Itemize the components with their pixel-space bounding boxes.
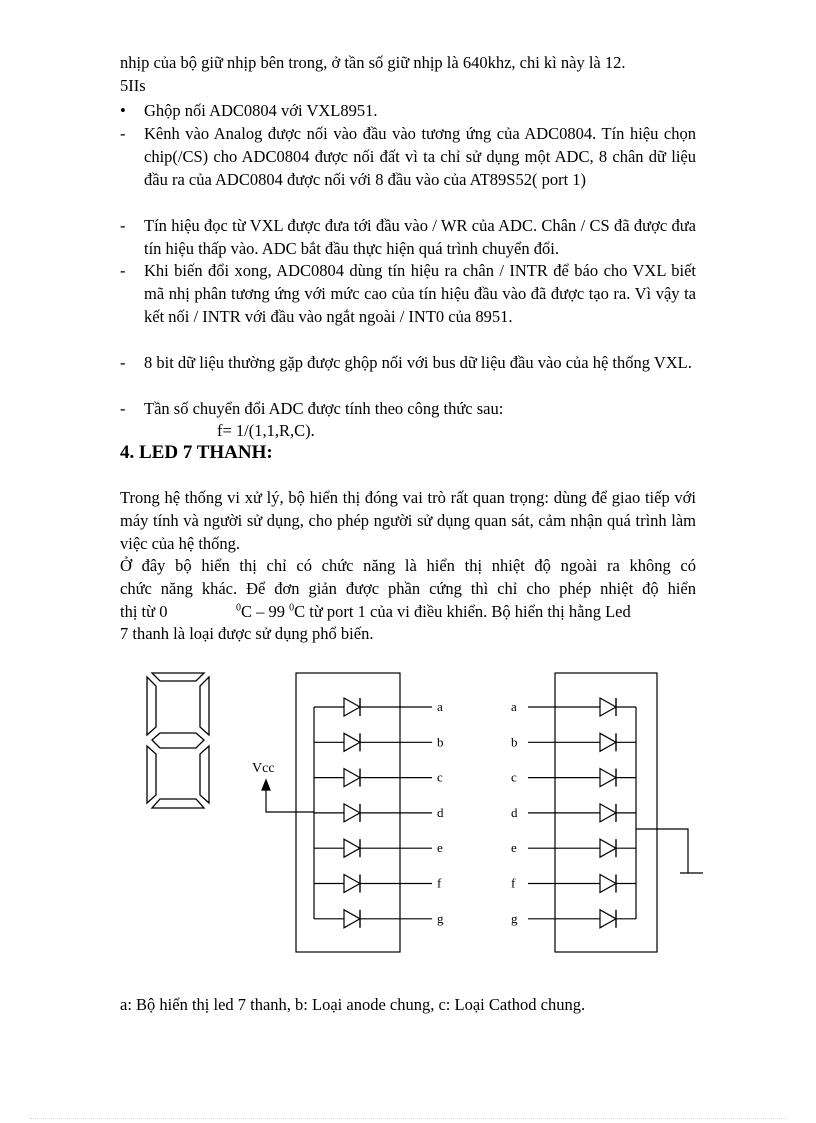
anode-pin-label: a	[437, 699, 443, 714]
segment-g	[152, 733, 204, 748]
dash-marker: -	[120, 353, 126, 372]
seven-segment-display	[147, 673, 209, 808]
anode-diode-row	[314, 769, 443, 787]
list-item-text: Tần số chuyển đổi ADC được tính theo công thức sau:	[144, 399, 504, 418]
degree-superscript: 0	[236, 602, 241, 614]
bullet-marker: •	[120, 101, 126, 120]
cathode-pin-label: g	[511, 910, 518, 926]
intro-line-1: nhịp của bộ giữ nhịp bên trong, ở tần số giữ nhịp là 640khz, chi kì này là 12.	[120, 53, 626, 72]
intro-line-2: 5IIs	[120, 75, 146, 95]
diode-symbol	[600, 733, 616, 751]
list-item-text: Tín hiệu đọc từ VXL được đưa tới đầu vào / WR của ADC. Chân / CS đã được đưa tín hiệu thấp vào. ADC bắt đầu thực hiện quá trình chuyển đổi.	[144, 216, 696, 258]
temp-range-mid: C – 99	[241, 601, 286, 621]
anode-diode-row	[314, 875, 442, 893]
paragraph-2	[120, 555, 696, 646]
diode-symbol	[344, 769, 360, 787]
diode-symbol	[600, 875, 616, 893]
list-item-text: Khi biến đổi xong, ADC0804 dùng tín hiệu ra chân / INTR để báo cho VXL biết mã nhị phân tương ứng với mức cao của tín hiệu đầu vào đã được tạo ra. Vì vậy ta kết nối / INTR với đầu vào ngắt ngoài / INT0 của 8951.	[144, 261, 696, 326]
diode-symbol	[344, 910, 360, 928]
diode-symbol	[344, 698, 360, 716]
dash-marker: -	[120, 216, 126, 235]
cathode-diode-row	[511, 875, 636, 893]
diode-symbol	[600, 698, 616, 716]
cathode-diode-row	[511, 769, 636, 787]
anode-pin-label: c	[437, 769, 443, 785]
diode-symbol	[344, 875, 360, 893]
vcc-label: Vcc	[252, 761, 275, 776]
segment-f	[147, 677, 156, 735]
anode-diode-row	[314, 804, 444, 822]
diode-symbol	[344, 804, 360, 822]
segment-c	[200, 746, 209, 803]
temp-range-start: thị từ 0	[120, 601, 168, 621]
intro-paragraph	[120, 52, 696, 98]
dash-marker: -	[120, 261, 126, 280]
para2-line-1: Ở đây bộ hiển thị chỉ có chức năng là hiển thị nhiệt độ ngoài ra không có	[120, 556, 696, 575]
anode-pin-label: b	[437, 734, 444, 750]
diode-symbol	[344, 839, 360, 857]
temp-range-end: C từ port 1 của vi điều khiển. Bộ hiển thị hằng Led	[294, 601, 631, 621]
anode-diode-row	[314, 733, 444, 751]
page-footer-divider	[30, 1118, 786, 1119]
segment-e	[147, 746, 156, 803]
anode-pin-label: f	[437, 875, 442, 891]
cathode-diode-row	[511, 804, 636, 822]
paragraph-1: Trong hệ thống vi xử lý, bộ hiển thị đóng vai trò rất quan trọng: dùng để giao tiếp với máy tính và người sử dụng, cho phép người sử dụng quan sát, cảm nhận quá trình làm việc của hệ thống.	[120, 488, 696, 553]
segment-a	[152, 673, 204, 681]
cathode-pin-label: f	[511, 875, 516, 891]
anode-diode-rows	[314, 698, 444, 928]
anode-diode-row	[314, 910, 444, 928]
cathode-pin-label: d	[511, 804, 518, 820]
diode-symbol	[600, 769, 616, 787]
section-heading: 4. LED 7 THANH:	[120, 442, 273, 463]
segment-d	[152, 799, 204, 808]
diode-symbol	[600, 804, 616, 822]
common-cathode-diagram	[555, 673, 703, 952]
cathode-pin-label: a	[511, 699, 517, 714]
list-item	[120, 100, 696, 123]
para2-line-4: 7 thanh là loại được sử dụng phổ biến.	[120, 624, 374, 644]
segment-b	[200, 677, 209, 735]
diode-symbol	[344, 733, 360, 751]
figure-caption: a: Bộ hiển thị led 7 thanh, b: Loại anode chung, c: Loại Cathod chung.	[120, 995, 586, 1014]
common-anode-diagram	[262, 673, 400, 952]
para2-line-3	[120, 601, 696, 624]
list-item-text: 8 bit dữ liệu thường gặp được ghộp nối với bus dữ liệu đầu vào của hệ thống VXL.	[144, 353, 692, 372]
cathode-diode-row	[511, 839, 636, 857]
anode-diode-row	[314, 698, 443, 716]
cathode-diode-row	[511, 698, 636, 716]
cathode-diode-row	[511, 733, 636, 751]
list-item-text: Kênh vào Analog được nối vào đầu vào tương ứng của ADC0804. Tín hiệu chọn chip(/CS) cho ADC0804 được nối đất vì ta chỉ sử dụng một ADC, 8 chân dữ liệu đầu ra của ADC0804 được nối với 8 đầu vào của AT89S52( port 1)	[144, 124, 696, 189]
anode-diode-row	[314, 839, 443, 857]
cathode-pin-label: e	[511, 840, 517, 856]
cathode-pin-label: b	[511, 734, 518, 750]
cathode-diode-rows	[511, 698, 636, 928]
anode-pin-label: d	[437, 804, 444, 820]
diode-symbol	[600, 910, 616, 928]
degree-superscript: 0	[289, 602, 295, 614]
para2-line-2: chức năng khác. Để đơn giản được phần cứng thì chỉ cho phép nhiệt độ hiển	[120, 578, 696, 598]
diode-symbol	[600, 839, 616, 857]
anode-pin-label: e	[437, 840, 443, 856]
dash-marker: -	[120, 124, 126, 143]
list-item-text: Ghộp nối ADC0804 với VXL8951.	[144, 101, 378, 120]
dash-marker: -	[120, 399, 126, 418]
cathode-diode-row	[511, 910, 636, 928]
cathode-pin-label: c	[511, 769, 517, 785]
formula: f= 1/(1,1,R,C).	[217, 421, 315, 440]
anode-pin-label: g	[437, 910, 444, 926]
